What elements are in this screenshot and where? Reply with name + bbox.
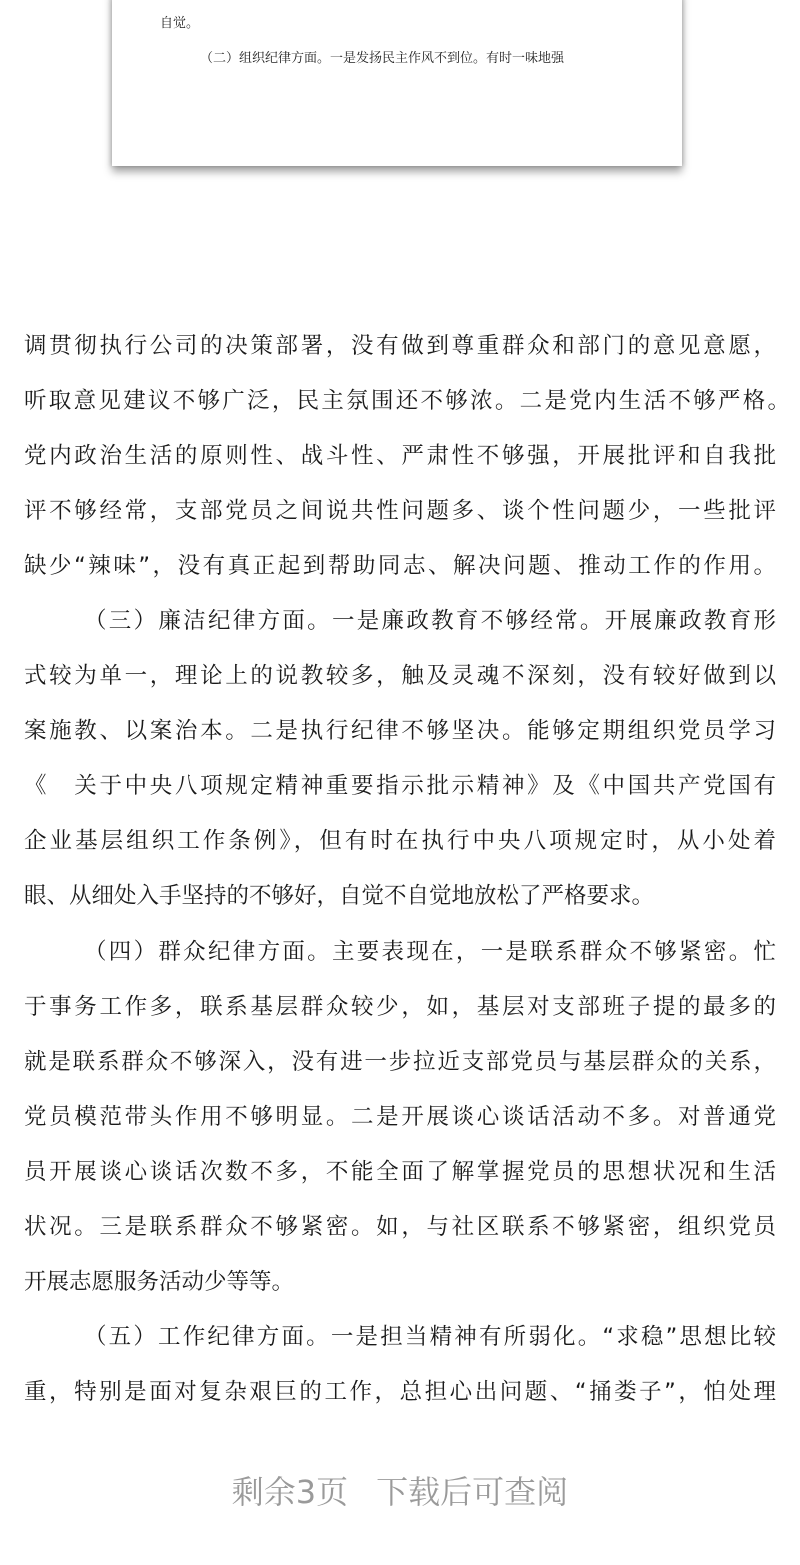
body-line: 《 关于中央八项规定精神重要指示批示精神》及《中国共产党国有 (24, 773, 776, 800)
body-line: 状况。三是联系群众不够紧密。如，与社区联系不够紧密，组织党员 (24, 1213, 776, 1240)
body-line: 听取意见建议不够广泛，民主氛围还不够浓。二是党内生活不够严格。 (24, 388, 790, 415)
body-line: 员开展谈心谈话次数不多，不能全面了解掌握党员的思想状况和生活 (24, 1158, 776, 1185)
document-body (24, 331, 790, 1432)
body-line: （五）工作纪律方面。一是担当精神有所弱化。“求稳”思想比较 (84, 1323, 776, 1350)
download-to-view-text[interactable]: 下载后可查阅 (376, 1473, 569, 1511)
body-line: 案施教、以案治本。二是执行纪律不够坚决。能够定期组织党员学习 (24, 718, 776, 745)
body-line: 开展志愿服务活动少等等。 (24, 1268, 295, 1295)
preview-line: （二）组织纪律方面。一是发扬民主作风不到位。有时一味地强 (200, 51, 565, 66)
body-line: 重，特别是面对复杂艰巨的工作，总担心出问题、“捅娄子”，怕处理 (24, 1378, 776, 1405)
body-line: 缺少“辣味”，没有真正起到帮助同志、解决问题、推动工作的作用。 (24, 553, 776, 580)
preview-line: 自觉。 (160, 16, 200, 31)
body-line: 评不够经常，支部党员之间说共性问题多、谈个性问题少，一些批评 (24, 498, 776, 525)
body-line: 眼、从细处入手坚持的不够好，自觉不自觉地放松了严格要求。 (24, 883, 655, 910)
body-line: 调贯彻执行公司的决策部署，没有做到尊重群众和部门的意见意愿， (24, 333, 776, 359)
body-line: 于事务工作多，联系基层群众较少，如，基层对支部班子提的最多的 (24, 993, 776, 1020)
body-line: 就是联系群众不够深入，没有进一步拉近支部党员与基层群众的关系， (24, 1048, 776, 1075)
body-line: 党内政治生活的原则性、战斗性、严肃性不够强，开展批评和自我批 (24, 443, 776, 470)
download-prompt[interactable] (0, 1467, 800, 1513)
preview-page-card (112, 0, 682, 166)
body-line: （三）廉洁纪律方面。一是廉政教育不够经常。开展廉政教育形 (84, 608, 776, 635)
body-line: （四）群众纪律方面。主要表现在，一是联系群众不够紧密。忙 (84, 938, 776, 965)
remaining-pages-text: 剩余3页 (231, 1473, 349, 1511)
body-line: 式较为单一，理论上的说教较多，触及灵魂不深刻，没有较好做到以 (24, 663, 776, 690)
body-line: 党员模范带头作用不够明显。二是开展谈心谈话活动不多。对普通党 (24, 1103, 776, 1130)
body-line: 企业基层组织工作条例》，但有时在执行中央八项规定时，从小处着 (24, 828, 776, 855)
